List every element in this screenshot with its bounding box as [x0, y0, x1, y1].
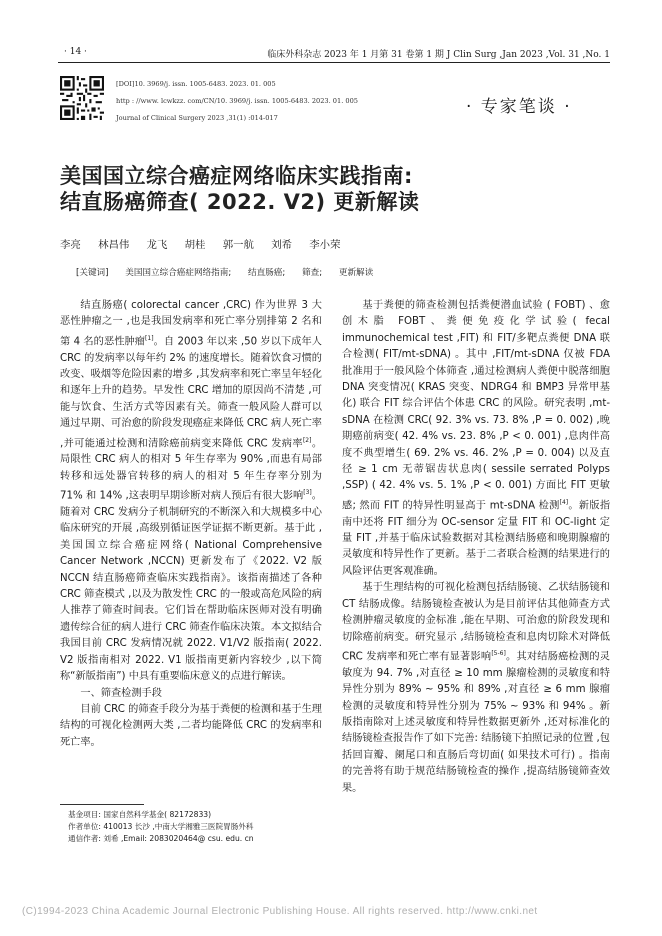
journal-running-head: 临床外科杂志 2023 年 1 月第 31 卷第 1 期 J Clin Surg ,Jan 2023 ,Vol. 31 ,No. 1	[267, 50, 610, 60]
keywords-label: [关键词]	[76, 268, 109, 278]
section-heading: 一、筛查检测手段	[80, 687, 162, 699]
keyword-item: 更新解读	[338, 268, 374, 278]
qr-code-icon	[60, 76, 104, 120]
footnote-rule	[60, 804, 144, 805]
header-rule	[58, 62, 610, 63]
article-title-line2: 结直肠癌筛查( 2022. V2) 更新解读	[60, 190, 420, 214]
url-line: http : //www. lcwkzz. com/CN/10. 3969/j. issn. 1005-6483. 2023. 01. 005	[116, 97, 358, 105]
doi-line: [DOI]10. 3969/j. issn. 1005-6483. 2023. 01. 005	[116, 80, 276, 88]
page-number: · 14 ·	[64, 47, 87, 57]
citation-ref: [3]	[303, 489, 312, 497]
copyright-footer: (C)1994-2023 China Academic Journal Electronic Publishing House. All rights reserved. http://www.cnki.net	[22, 906, 538, 917]
citation-ref: [2]	[302, 436, 312, 444]
section-title: · 专家笔谈 ·	[466, 97, 572, 117]
author-list: 李亮 林昌伟 龙飞 胡桂 郭一航 刘希 李小荣	[60, 239, 341, 251]
citation-line: Journal of Clinical Surgery 2023 ,31(1) :014-017	[116, 114, 278, 122]
body-paragraph: 基于粪便的筛查检测包括粪便潜血试验 ( FOBT) 、愈创木脂 FOBT、粪便免疫化学试验( fecal immunochemical test ,FIT) 和 FIT/多靶点粪便 DNA 联合检测( FIT/mt-sDNA) 。其中 ,FIT/mt-sDNA 仅被 FDA 批准用于一般风险个体筛查 ,通过检测病人粪便中脱落细胞 DNA 突变情况( KRAS 突变、NDRG4 和 BMP3 异常甲基化) 联合 FIT 综合评估个体患 CRC 的风险。研究表明 ,mt-sDNA 在检测 CRC( 92. 3% vs. 73. 8% ,P = 0. 002) ,晚期癌前病变( 42. 4% vs. 23. 8% ,P < 0. 001) ,息肉伴高度不典型增生( 69. 2% vs. 46. 2% ,P = 0. 004) 以及直径 ≥ 1 cm 无蒂锯齿状息肉( sessile serrated Polyps ,SSP) ( 42. 4% vs. 5. 1% ,P < 0. 001) 方面比 FIT 更敏感; 然而 FIT 的特异性明显高于 mt-sDNA 检测[4]。新版指南中还将 FIT 细分为 OC-sensor 定量 FIT 和 OC-light 定量 FIT ,并基于临床试验数据对其检测结肠癌和晚期腺瘤的灵敏度和特异性作了更新。基于二者联合检测的结果进行的风险评估更客观准确。	[342, 300, 611, 577]
citation-ref: [1]	[145, 334, 154, 342]
citation-ref: [4]	[559, 498, 569, 506]
article-title-line1: 美国国立综合癌症网络临床实践指南:	[60, 164, 413, 188]
keyword-item: 美国国立综合癌症网络指南;	[125, 268, 232, 278]
footnote-fund: 基金项目: 国家自然科学基金( 82172833)	[68, 810, 212, 819]
left-column	[60, 298, 322, 751]
keywords	[76, 266, 387, 278]
body-paragraph: 基于生理结构的可视化检测包括结肠镜、乙状结肠镜和 CT 结肠成像。结肠镜检查被认为是目前评估其他筛查方式检测肿瘤灵敏度的金标准 ,能在早期、可治愈的阶段发现和切除癌前病变。研究显示 ,结肠镜检查和息肉切除术对降低 CRC 发病率和死亡率有显著影响[5-6]。其对结肠癌检测的灵敏度为 94. 7% ,对直径 ≥ 10 mm 腺瘤检测的灵敏度和特异性分别为 89% ~ 95% 和 89% ,对直径 ≥ 6 mm 腺瘤检测的灵敏度和特异性分别为 75% ~ 93% 和 94% 。新版指南除对上述灵敏度和特异性数据更新外 ,还对标准化的结肠镜检查报告作了如下完善: 结肠镜下拍照记录的位置 ,包括回盲瓣、阑尾口和直肠后弯切面( 如果技术可行) 。指南的完善将有助于规范结肠镜检查的操作 ,提高结肠镜筛查效果。	[342, 582, 610, 794]
citation-ref: [5-6]	[491, 649, 506, 657]
footnote-unit: 作者单位: 410013 长沙 ,中南大学湘雅三医院胃肠外科	[68, 822, 254, 831]
right-column	[342, 298, 610, 797]
keyword-item: 结直肠癌;	[248, 268, 286, 278]
footnote-correspondence: 通信作者: 刘希 ,Email: 2083020464@ csu. edu. cn	[68, 834, 254, 843]
keyword-item: 筛查;	[302, 268, 323, 278]
intro-paragraph: 结直肠癌( colorectal cancer ,CRC) 作为世界 3 大恶性肿瘤之一 ,也是我国发病率和死亡率分别排第 2 名和第 4 名的恶性肿瘤[1]。自 2003 年以来 ,50 岁以下成年人 CRC 的发病率以每年约 2% 的速度增长。随着饮食习惯的改变、吸烟等危险因素的增多 ,其发病率和死亡率呈年轻化和逐年上升的趋势。早发性 CRC 增加的原因尚不清楚 ,可能与饮食、生活方式等因素有关。筛查一般风险人群可以通过早期、可治愈的阶段发现癌症来降低 CRC 病人死亡率 ,并可能通过检测和清除癌前病变来降低 CRC 发病率[2]。局限性 CRC 病人的相对 5 年生存率为 90% ,而患有局部转移和远处器官转移的病人的相对 5 年生存率分别为 71% 和 14% ,这表明早期诊断对病人预后有很大影响[3]。随着对 CRC 发病分子机制研究的不断深入和大规模多中心临床研究的开展 ,高级别循证医学证据不断更新。基于此 ,美国国立综合癌症网络( National Comprehensive Cancer Network ,NCCN) 更新发布了《2022. V2 版 NCCN 结直肠癌筛查临床实践指南》。该指南描述了各种 CRC 筛查模式 ,以及为散发性 CRC 的一般或高危风险的病人推荐了筛查时间表。它们旨在帮助临床医师对没有明确遗传综合征的病人进行 CRC 筛查作临床决策。本文拟结合我国目前 CRC 发病情况就 2022. V1/V2 版指南( 2022. V2 版指南相对 2022. V1 版指南更新内容较少 ,以下简称“新版指南”) 中具有重要临床意义的点进行解读。	[60, 300, 323, 683]
body-paragraph: 目前 CRC 的筛查手段分为基于粪便的检测和基于生理结构的可视化检测两大类 ,二者均能降低 CRC 的发病率和死亡率。	[60, 703, 322, 748]
